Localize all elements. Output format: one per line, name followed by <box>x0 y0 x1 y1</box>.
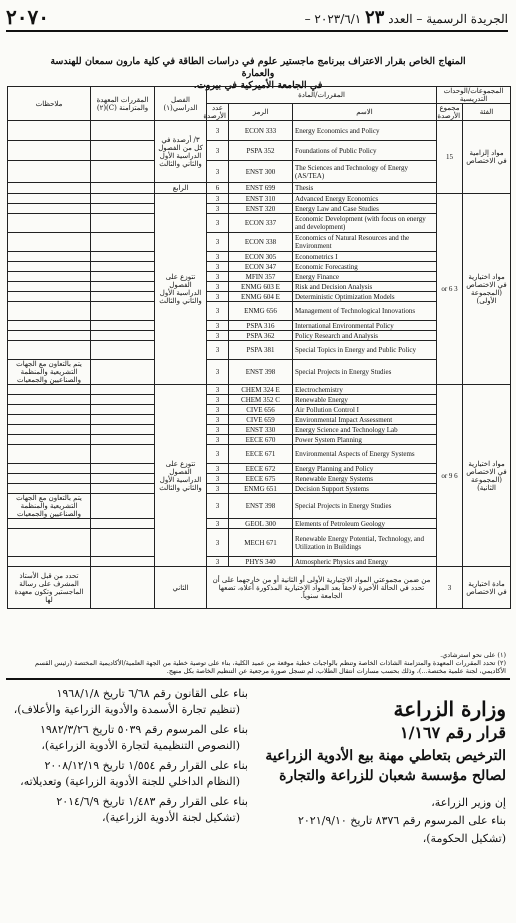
notes-cell: يتم بالتعاون مع الجهات التشريعية والمنظمة والصناعيين والجمعيات <box>8 494 91 519</box>
course-code: ENST 310 <box>229 194 293 204</box>
category-cell: مادة اختيارية في الاختصاص <box>463 567 511 609</box>
notes-cell: يتم بالتعاون مع الجهات التشريعية والمنظمة والصناعيين والجمعيات <box>8 360 91 385</box>
notes-cell <box>8 161 91 183</box>
course-name: Special Projects in Energy Studies <box>293 494 437 519</box>
course-name: Energy Planning and Policy <box>293 464 437 474</box>
course-code: CIVE 656 <box>229 405 293 415</box>
course-name: Special Topics in Energy and Public Policy <box>293 341 437 360</box>
course-credits: 3 <box>207 214 229 233</box>
course-credits: 3 <box>207 141 229 161</box>
total-credits-cell: 3 or 6 <box>437 194 463 385</box>
course-name: Energy Finance <box>293 272 437 282</box>
course-code: ECON 347 <box>229 262 293 272</box>
table-row <box>8 519 511 529</box>
table-row <box>8 331 511 341</box>
prereq-cell <box>91 474 155 484</box>
basis-item: بناء على القانون رقم ٦/٦٨ تاريخ ١٩٦٨/١/٨ (تنظيم تجارة الأسمدة والأدوية الزراعية والأعلاف)، <box>13 687 248 716</box>
course-code: EECE 671 <box>229 445 293 464</box>
course-credits: 3 <box>207 385 229 395</box>
course-name: Policy Research and Analysis <box>293 331 437 341</box>
table-row <box>8 262 511 272</box>
total-credits-cell: 15 <box>437 121 463 194</box>
table-row <box>8 194 511 204</box>
name-header: الاسم <box>293 104 437 121</box>
prereq-cell <box>91 141 155 161</box>
notes-cell <box>8 183 91 194</box>
course-name: Advanced Energy Economics <box>293 194 437 204</box>
course-name: Decision Support Systems <box>293 484 437 494</box>
notes-cell <box>8 282 91 292</box>
course-credits: 3 <box>207 204 229 214</box>
course-name: The Sciences and Technology of Energy (AS/TEA) <box>293 161 437 183</box>
course-name: Elements of Petroleum Geology <box>293 519 437 529</box>
course-code: MECH 671 <box>229 529 293 557</box>
prereq-cell <box>91 360 155 385</box>
course-credits: 3 <box>207 292 229 302</box>
course-name: Renewable Energy <box>293 395 437 405</box>
course-name: Econometrics I <box>293 252 437 262</box>
course-code: ENMG 656 <box>229 302 293 321</box>
table-row <box>8 415 511 425</box>
course-code: EECE 672 <box>229 464 293 474</box>
table-row <box>8 292 511 302</box>
course-name: Atmospheric Physics and Energy <box>293 557 437 567</box>
table-row <box>8 484 511 494</box>
course-code: EECE 675 <box>229 474 293 484</box>
total-credits-header: مجموع الأرصدة <box>437 104 463 121</box>
course-credits: 3 <box>207 425 229 435</box>
credits-header: عدد الأرصدة <box>207 104 229 121</box>
prereq-cell <box>91 252 155 262</box>
prereq-cell <box>91 405 155 415</box>
prereq-cell <box>91 445 155 464</box>
groups-header: المجموعات/الوحدات التدريسية <box>437 87 511 104</box>
notes-cell <box>8 529 91 557</box>
table-row <box>8 425 511 435</box>
table-row <box>8 474 511 484</box>
course-name: Economic Forecasting <box>293 262 437 272</box>
decision-basis-list <box>8 686 248 830</box>
course-credits: 3 <box>207 395 229 405</box>
course-credits: 3 <box>207 529 229 557</box>
course-credits: 3 <box>207 474 229 484</box>
course-name: Renewable Energy Potential, Technology, and Utilization in Buildings <box>293 529 437 557</box>
notes-cell <box>8 233 91 252</box>
semester-cell: ٣/ أرصدة في كل من الفصول الدراسية الأول والثاني والثالث <box>155 121 207 183</box>
notes-cell <box>8 484 91 494</box>
course-name: Renewable Energy Systems <box>293 474 437 484</box>
course-credits: 3 <box>207 252 229 262</box>
course-credits: 3 <box>207 194 229 204</box>
course-name: Energy Law and Case Studies <box>293 204 437 214</box>
section-divider <box>6 678 510 680</box>
table-row <box>8 395 511 405</box>
category-cell: مواد اختيارية في الاختصاص (المجموعة الأولى) <box>463 194 511 385</box>
course-code: CHEM 324 E <box>229 385 293 395</box>
course-name: Air Pollution Control I <box>293 405 437 415</box>
course-code: ECON 305 <box>229 252 293 262</box>
table-row <box>8 141 511 161</box>
table-row <box>8 435 511 445</box>
decision-title: الترخيص بتعاطي مهنة بيع الأدوية الزراعية لصالح مؤسسة شعبان للزراعة والتجارة <box>265 748 506 784</box>
footnotes <box>10 651 506 675</box>
prereq-header: المقررات المعهدة والمتزامنة (C)(٢) <box>91 87 155 121</box>
notes-cell <box>8 474 91 484</box>
notes-cell <box>8 405 91 415</box>
notes-cell <box>8 272 91 282</box>
table-row <box>8 557 511 567</box>
table-row <box>8 161 511 183</box>
course-code: ENMG 604 E <box>229 292 293 302</box>
course-credits: 3 <box>207 435 229 445</box>
course-credits: 3 <box>207 415 229 425</box>
footnote: (١) على نحو استرشادي. <box>440 651 506 659</box>
prereq-cell <box>91 341 155 360</box>
category-header: الفئة <box>463 104 511 121</box>
prereq-cell <box>91 282 155 292</box>
course-credits: 3 <box>207 445 229 464</box>
notes-cell <box>8 435 91 445</box>
code-header: الرمز <box>229 104 293 121</box>
course-credits: 3 <box>207 262 229 272</box>
course-code: PSPA 316 <box>229 321 293 331</box>
prereq-cell <box>91 464 155 474</box>
prereq-cell <box>91 425 155 435</box>
table-row <box>8 204 511 214</box>
course-name: Foundations of Public Policy <box>293 141 437 161</box>
table-row <box>8 385 511 395</box>
course-name: Economic Development (with focus on energy and development) <box>293 214 437 233</box>
prereq-cell <box>91 435 155 445</box>
notes-cell <box>8 204 91 214</box>
ministry-title: وزارة الزراعة <box>393 697 506 721</box>
prereq-cell <box>91 262 155 272</box>
course-code: CHEM 352 C <box>229 395 293 405</box>
course-credits: 3 <box>207 494 229 519</box>
course-credits: 3 <box>207 331 229 341</box>
category-cell: مواد إلزامية في الاختصاص <box>463 121 511 194</box>
semester-cell: الرابع <box>155 183 207 194</box>
course-code: ECON 333 <box>229 121 293 141</box>
course-code: PSPA 362 <box>229 331 293 341</box>
decision-header <box>251 697 506 848</box>
notes-cell <box>8 395 91 405</box>
optional-course-text: من ضمن مجموعتي المواد الاختيارية الأولى أو الثانية أو من خارجهما على أن تحدد في الحالة الأخيرة لاحقاً بعد المواد الاختيارية المذكورة أعلاه، تضعها الجامعة سنوياً. <box>207 567 437 609</box>
notes-cell <box>8 519 91 529</box>
course-credits: 3 <box>207 302 229 321</box>
table-row <box>8 272 511 282</box>
table-row <box>8 445 511 464</box>
semester-cell: تتوزع على الفصول الدراسية الأول والثاني والثالث <box>155 385 207 567</box>
issue-date: ٢٠٢٣/٦/١ – <box>304 11 362 26</box>
notes-cell <box>8 557 91 567</box>
table-row <box>8 405 511 415</box>
course-credits: 3 <box>207 360 229 385</box>
table-row <box>8 282 511 292</box>
course-name: Economics of Natural Resources and the Environment <box>293 233 437 252</box>
course-code: ENST 300 <box>229 161 293 183</box>
notes-cell <box>8 302 91 321</box>
course-name: Environmental Aspects of Energy Systems <box>293 445 437 464</box>
category-cell: مواد اختيارية في الاختصاص (المجموعة الثانية) <box>463 385 511 567</box>
course-code: PSPA 352 <box>229 141 293 161</box>
notes-cell <box>8 321 91 331</box>
course-credits: 3 <box>207 484 229 494</box>
prereq-cell <box>91 272 155 282</box>
table-row <box>8 183 511 194</box>
page-header <box>6 4 508 32</box>
prereq-cell <box>91 557 155 567</box>
course-credits: 3 <box>207 282 229 292</box>
course-credits: 3 <box>207 464 229 474</box>
prereq-cell <box>91 529 155 557</box>
course-credits: 3 <box>207 341 229 360</box>
course-name: Electrochemistry <box>293 385 437 395</box>
table-row <box>8 567 511 609</box>
course-credits: 6 <box>207 183 229 194</box>
course-code: ENMG 651 <box>229 484 293 494</box>
course-name: Energy Economics and Policy <box>293 121 437 141</box>
notes-cell <box>8 331 91 341</box>
course-code: CIVE 659 <box>229 415 293 425</box>
notes-cell <box>8 341 91 360</box>
courses-header: المقررات/المادة <box>207 87 437 104</box>
course-credits: 3 <box>207 321 229 331</box>
course-code: ENST 699 <box>229 183 293 194</box>
course-code: ENST 398 <box>229 360 293 385</box>
decision-number: قرار رقم ١/١٦٧ <box>399 723 506 742</box>
basis-item: بناء على القرار رقم ١/٤٨٣ تاريخ ٢٠١٤/٦/٩ (تشكيل لجنة الأدوية الزراعية)، <box>56 795 248 824</box>
prereq-cell <box>91 395 155 405</box>
prereq-cell <box>91 183 155 194</box>
course-code: ECON 337 <box>229 214 293 233</box>
page-number: ٢٠٧٠ <box>6 5 49 29</box>
notes-cell <box>8 445 91 464</box>
prereq-cell <box>91 233 155 252</box>
course-code: PSPA 381 <box>229 341 293 360</box>
footnote: (٢) تحدد المقررات المعهدة والمتزامنة الشاذات الخاصة وتنظم بالواجبات خطية موقعة من عميد الكلية، بناء على توصية خطية من الجهة العلمية/الأكاديمية المختصة (رئيس القسم الأكاديمي، لجنة علمية مختصة...)، وذلك بحسب مسارات انتقال الطلاب، لم تسجل صورة مرجعية عن التنظيم الخاصة بكل منهج. <box>35 659 506 675</box>
table-row <box>8 121 511 141</box>
table-row <box>8 252 511 262</box>
notes-cell <box>8 214 91 233</box>
course-code: GEOL 300 <box>229 519 293 529</box>
notes-cell <box>8 194 91 204</box>
notes-cell <box>8 252 91 262</box>
notes-cell <box>8 292 91 302</box>
course-credits: 3 <box>207 161 229 183</box>
notes-cell <box>8 415 91 425</box>
course-code: ENMG 603 E <box>229 282 293 292</box>
course-code: EECE 670 <box>229 435 293 445</box>
course-credits: 3 <box>207 405 229 415</box>
course-credits: 3 <box>207 519 229 529</box>
table-row <box>8 233 511 252</box>
course-credits: 3 <box>207 272 229 282</box>
course-name: Risk and Decision Analysis <box>293 282 437 292</box>
notes-cell: تحدد من قبل الأستاذ المشرف على رسالة الماجستير وتكون معهدة لها <box>8 567 91 609</box>
prereq-cell <box>91 494 155 519</box>
course-name: Environmental Impact Assessment <box>293 415 437 425</box>
course-code: ENST 398 <box>229 494 293 519</box>
course-code: PHYS 340 <box>229 557 293 567</box>
course-name: Energy Science and Technology Lab <box>293 425 437 435</box>
course-credits: 3 <box>207 233 229 252</box>
prereq-cell <box>91 385 155 395</box>
curriculum-intro: المنهاج الخاص بقرار الاعتراف ببرنامج ماجستير علوم في دراسات الطاقة في كلية مارون سمعان للهندسة والعمارة في الجامعة الأميركية في بيروت. <box>50 56 466 91</box>
course-code: ENST 330 <box>229 425 293 435</box>
semester-header: الفصل الدراسي(١) <box>155 87 207 121</box>
course-credits: 3 <box>207 557 229 567</box>
basis-item: بناء على القرار رقم ١/٥٥٤ تاريخ ٢٠٠٨/١٢/١٩ (النظام الداخلي للجنة الأدوية الزراعية) وتعديلاته، <box>20 759 248 788</box>
course-code: MFIN 357 <box>229 272 293 282</box>
course-name: International Environmental Policy <box>293 321 437 331</box>
course-name: Thesis <box>293 183 437 194</box>
total-credits-cell: 6 or 9 <box>437 385 463 567</box>
notes-cell <box>8 464 91 474</box>
table-row <box>8 214 511 233</box>
prereq-cell <box>91 302 155 321</box>
issue-number: ٢٣ <box>365 6 385 28</box>
notes-cell <box>8 262 91 272</box>
prereq-cell <box>91 321 155 331</box>
notes-cell <box>8 141 91 161</box>
semester-cell: الثاني <box>155 567 207 609</box>
prereq-cell <box>91 161 155 183</box>
notes-cell <box>8 121 91 141</box>
table-row <box>8 464 511 474</box>
table-row <box>8 360 511 385</box>
table-row <box>8 529 511 557</box>
total-credits-cell: 3 <box>437 567 463 609</box>
prereq-cell <box>91 519 155 529</box>
course-code: ENST 320 <box>229 204 293 214</box>
basis-note: (تشكيل الحكومة)، <box>422 832 506 845</box>
notes-cell <box>8 385 91 395</box>
prereq-cell <box>91 484 155 494</box>
course-credits: 3 <box>207 121 229 141</box>
prereq-cell <box>91 331 155 341</box>
course-name: Special Projects in Energy Studies <box>293 360 437 385</box>
journal-title: الجريدة الرسمية – العدد ٢٣ ٢٠٢٣/٦/١ – <box>304 6 508 28</box>
minister-line: إن وزير الزراعة، <box>431 796 506 809</box>
prereq-cell <box>91 204 155 214</box>
table-row <box>8 302 511 321</box>
table-row <box>8 321 511 331</box>
notes-cell <box>8 425 91 435</box>
prereq-cell <box>91 214 155 233</box>
course-name: Deterministic Optimization Models <box>293 292 437 302</box>
curriculum-table <box>7 86 511 609</box>
course-name: Management of Technological Innovations <box>293 302 437 321</box>
course-code: ECON 338 <box>229 233 293 252</box>
basis-item: بناء على المرسوم رقم ٥٠٣٩ تاريخ ١٩٨٢/٣/٢٦ (النصوص التنظيمية لتجارة الأدوية الزراعية)، <box>39 723 248 752</box>
prereq-cell <box>91 567 155 609</box>
prereq-cell <box>91 415 155 425</box>
basis-line: بناء على المرسوم رقم ٨٣٧٦ تاريخ ٢٠٢١/٩/١٠ <box>297 814 506 827</box>
prereq-cell <box>91 194 155 204</box>
course-name: Power System Planning <box>293 435 437 445</box>
semester-cell: تتوزع على الفصول الدراسية الأول والثاني والثالث <box>155 194 207 385</box>
notes-header: ملاحظات <box>8 87 91 121</box>
prereq-cell <box>91 121 155 141</box>
table-row <box>8 341 511 360</box>
table-row <box>8 494 511 519</box>
prereq-cell <box>91 292 155 302</box>
